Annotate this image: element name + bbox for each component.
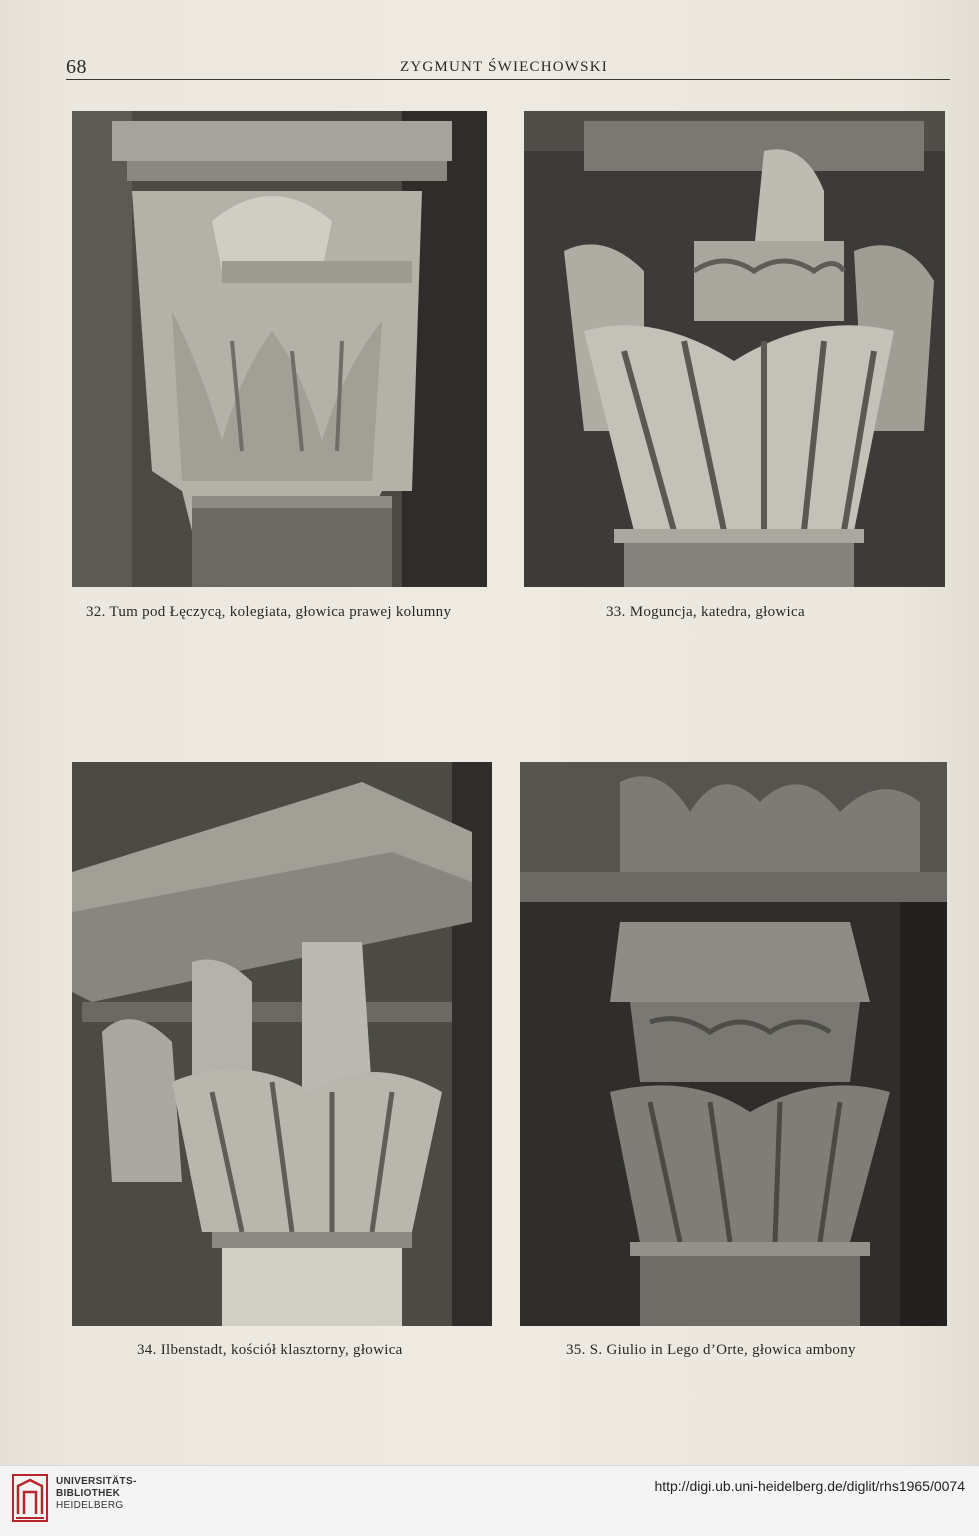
figure-34-photo [72,762,492,1326]
figure-32-caption: 32. Tum pod Łęczycą, kolegiata, głowica prawej kolumny [86,604,452,620]
figure-33-caption: 33. Moguncja, katedra, głowica [606,604,805,620]
figure-32-photo [72,111,487,587]
page-number: 68 [66,56,87,78]
figure-35-photo [520,762,947,1326]
digitization-footer [0,1465,979,1536]
figure-34-caption: 34. Ilbenstadt, kościół klasztorny, głowica [137,1342,403,1358]
figure-35-caption: 35. S. Giulio in Lego d’Orte, głowica ambony [566,1342,856,1358]
logo-line-3: HEIDELBERG [56,1500,124,1511]
logo-line-1: UNIVERSITÄTS- [56,1476,137,1487]
library-logo-icon [12,1474,48,1522]
header-rule [66,79,950,80]
logo-line-2: BIBLIOTHEK [56,1488,121,1499]
running-head: ZYGMUNT ŚWIECHOWSKI [400,59,608,75]
source-url-link[interactable]: http://digi.ub.uni-heidelberg.de/diglit/rhs1965/0074 [654,1478,965,1494]
figure-33-photo [524,111,945,587]
library-logo-text [56,1476,137,1512]
